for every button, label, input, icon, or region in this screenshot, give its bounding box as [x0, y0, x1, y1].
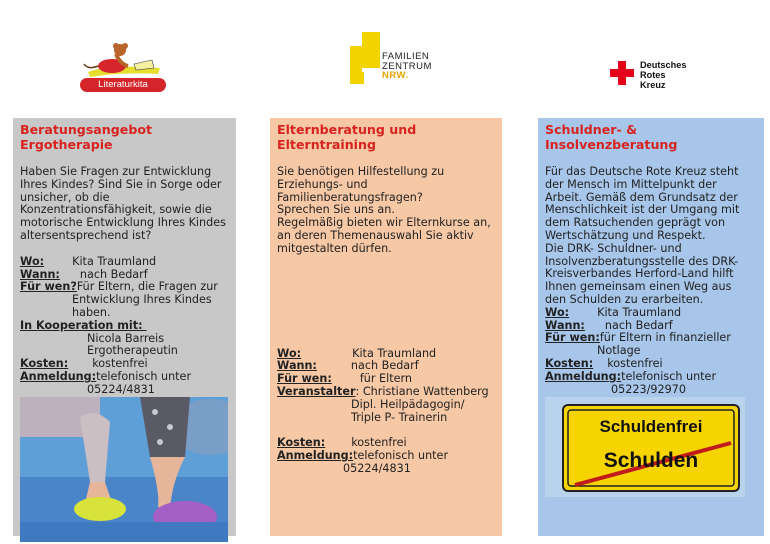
wann-value: nach Bedarf [79, 267, 148, 281]
anmeldung-label: Anmeldung: [20, 369, 97, 383]
wo-label: Wo: [277, 346, 302, 360]
fuer-wen-label: Für wen? [20, 280, 77, 294]
fuer-wen-value-cont: Notlage [597, 344, 641, 358]
fuer-wen-value: für Eltern [359, 372, 412, 386]
anmeldung-label: Anmeldung: [545, 369, 622, 383]
wann-label: Wann: [277, 359, 317, 373]
kosten-value: kostenfrei [607, 356, 663, 370]
kosten-label: Kosten: [20, 357, 69, 371]
anmeldung-value: telefonisch unter [96, 369, 192, 383]
wo-value: Kita Traumland [352, 346, 437, 360]
literaturkita-label: Literaturkita [80, 78, 166, 92]
kooperation-label: In Kooperation mit: [20, 318, 147, 332]
drk-line2: Rotes [640, 70, 666, 80]
familienzentrum-line1: FAMILIEN [382, 51, 430, 62]
familienzentrum-logo [350, 32, 430, 86]
elternberatung-column [270, 118, 502, 536]
fuer-wen-value: Für Eltern, die Fragen zur [76, 280, 218, 294]
anmeldung-label: Anmeldung: [277, 449, 354, 463]
wo-value: Kita Traumland [597, 305, 682, 319]
kosten-label: Kosten: [277, 436, 326, 450]
familienzentrum-mark-icon [350, 32, 380, 84]
anmeldung-phone: 05224/4831 [343, 461, 411, 475]
red-cross-icon [610, 61, 634, 85]
elternberatung-intro: Sie benötigen Hilfestellung zu Erziehungs- und Familienberatungsfragen? Sprechen Sie uns an. Regelmäßig bieten wir Elternkurse an, an deren Themenauswahl Sie aktiv mitgestalten dürfen. [277, 165, 491, 255]
kosten-value: kostenfrei [351, 436, 407, 450]
veranstalter-value: : Christiane Wattenberg [355, 384, 489, 398]
schuldnerberatung-intro: Für das Deutsche Rote Kreuz steht der Mensch im Mittelpunkt der Arbeit. Gemäß dem Grundsatz der Menschlichkeit ist der Umgang mit dem Ratsuchenden geprägt von Wertschätzung und Respekt. Die DRK- Schuldner- und Insolvenzberatungsstelle des DRK- Kreisverbandes Herford-Land hilft Ihnen gemeinsam einen Weg aus den Schulden zu erarbeiten. [545, 165, 740, 306]
sign-bottom-text: Schulden [603, 449, 699, 472]
fuer-wen-label: Für wen: [277, 372, 332, 386]
anmeldung-value: telefonisch unter [621, 369, 717, 383]
wann-label: Wann: [20, 267, 60, 281]
kosten-label: Kosten: [545, 356, 594, 370]
drk-line3: Kreuz [640, 80, 666, 90]
wann-value: nach Bedarf [604, 318, 673, 332]
veranstalter-value-cont: Dipl. Heilpädagogin/ Triple P- Trainerin [351, 397, 465, 424]
veranstalter-label: Veranstalter [277, 384, 356, 398]
literaturkita-logo [80, 42, 170, 94]
schuldnerberatung-title: Schuldner- & Insolvenzberatung [545, 122, 678, 152]
drk-logo [610, 58, 700, 90]
fuer-wen-value-cont: Entwicklung Ihres Kindes haben. [72, 293, 212, 319]
wann-label: Wann: [545, 318, 585, 332]
sign-top-text: Schuldenfrei [599, 417, 703, 436]
kosten-value: kostenfrei [92, 357, 148, 371]
schuldenfrei-sign-image [545, 397, 745, 497]
anmeldung-phone: 05223/92970 [611, 382, 686, 396]
drk-line1: Deutsches [640, 60, 687, 70]
fuer-wen-label: Für wen: [545, 331, 600, 345]
wo-label: Wo: [20, 254, 45, 268]
kooperation-value: Nicola Barreis Ergotherapeutin [87, 331, 178, 358]
familienzentrum-line2: ZENTRUM [382, 60, 432, 72]
ergotherapie-title: Beratungsangebot Ergotherapie [20, 122, 153, 152]
fuer-wen-value: für Eltern in finanzieller [599, 331, 731, 345]
wo-label: Wo: [545, 305, 570, 319]
elternberatung-title: Elternberatung und Elterntraining [277, 122, 417, 152]
ergotherapie-intro: Haben Sie Fragen zur Entwicklung Ihres Kindes? Sind Sie in Sorge oder unsicher, ob die Konzentrationsfähigkeit, sowie die motorische Entwicklung Ihres Kindes altersentsprechend ist? [20, 165, 226, 242]
familienzentrum-line3: NRW. [382, 70, 409, 81]
anmeldung-phone: 05224/4831 [87, 382, 155, 396]
child-balance-photo [20, 397, 228, 542]
wo-value: Kita Traumland [72, 254, 157, 268]
anmeldung-value: telefonisch unter [353, 449, 449, 463]
wann-value: nach Bedarf [350, 359, 419, 373]
